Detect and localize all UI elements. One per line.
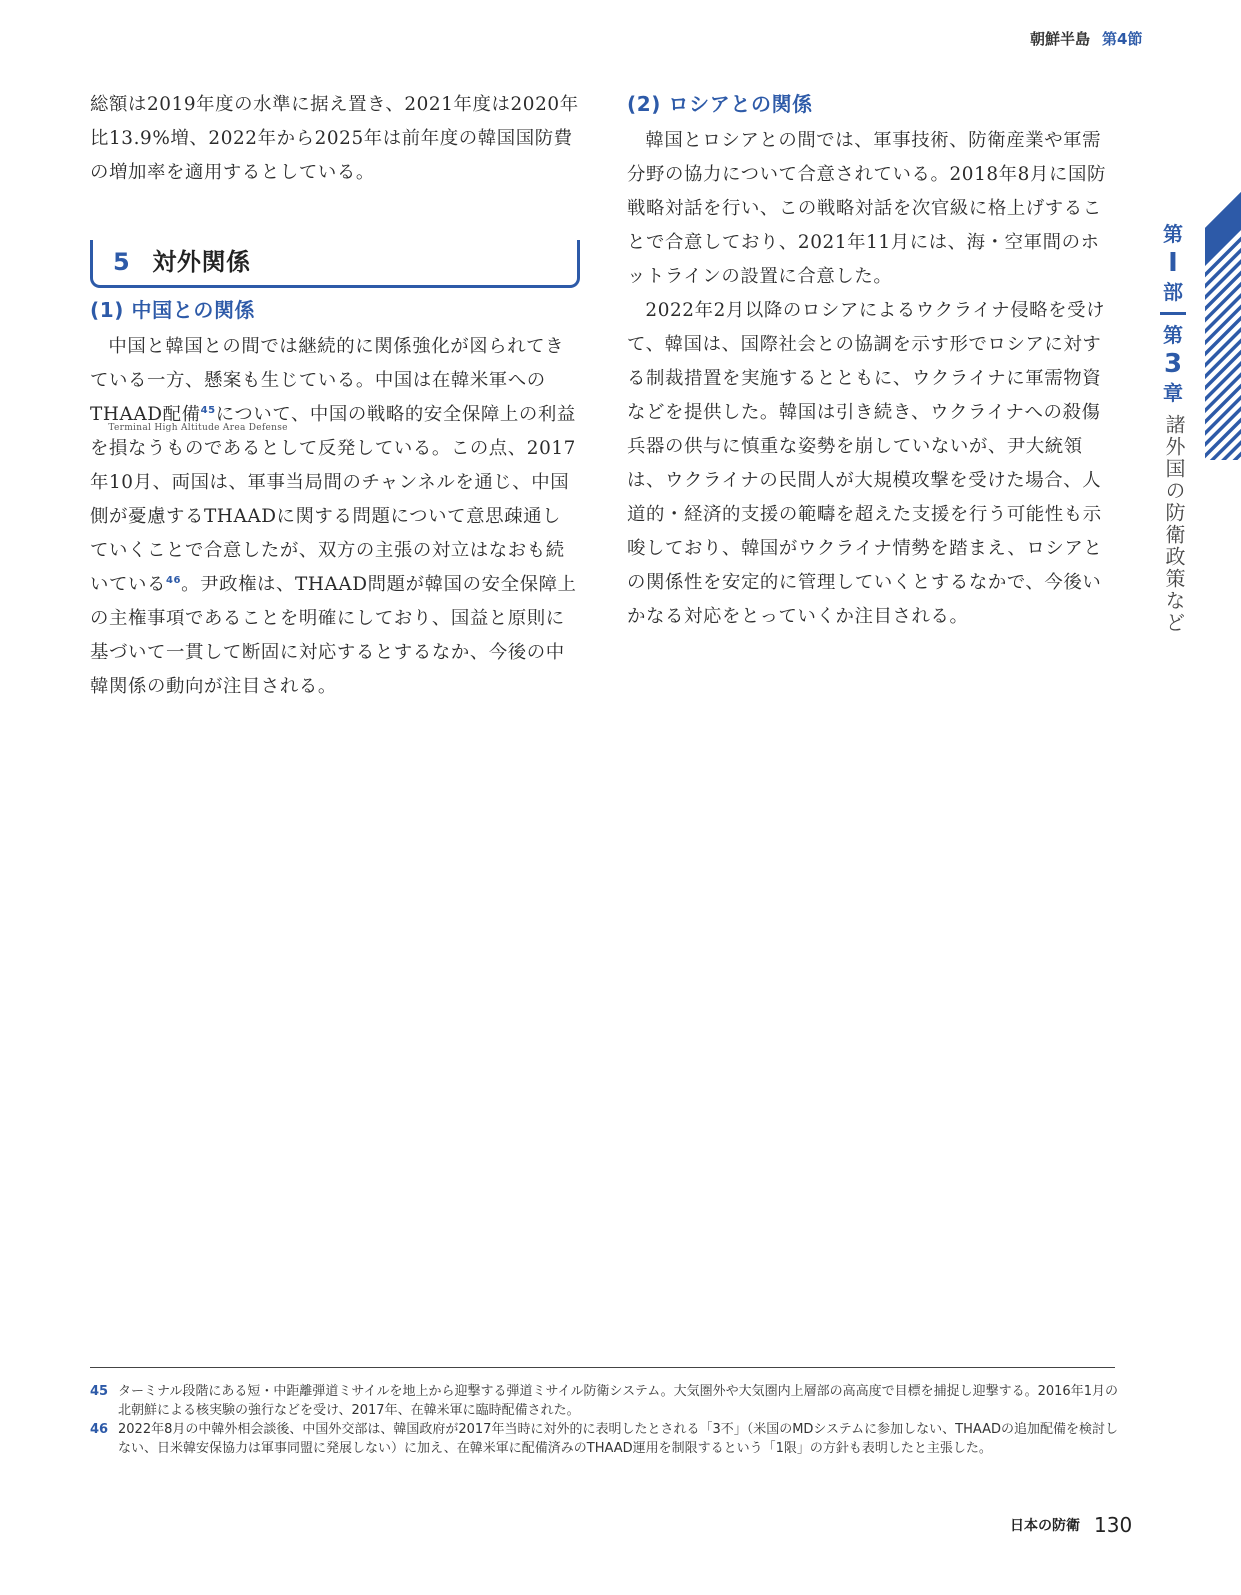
chapter-prefix: 第 bbox=[1163, 323, 1183, 347]
footnote-divider bbox=[90, 1367, 1115, 1368]
subsection-china-heading: (1) 中国との関係 bbox=[90, 298, 256, 322]
subsection-china-paragraph bbox=[90, 330, 580, 704]
china-text-c: 。尹政権は、THAAD問題が韓国の安全保障上の主権事項であることを明確にしており、国益と原則に基づいて一貫して断固に対応するとするなか、今後の中韓関係の動向が注目される。 bbox=[90, 574, 577, 697]
china-text-b: について、中国の戦略的安全保障上の利益を損なうものであるとして反発している。この点、2017年10月、両国は、軍事当局間のチャンネルを通じ、中国側が憂慮するTHAADに関する問題について意思疎通していくことで合意したが、双方の主張の対立はなおも続いている bbox=[90, 404, 576, 595]
chapter-numeral: 3 bbox=[1163, 349, 1183, 379]
right-column bbox=[627, 88, 1117, 634]
russia-paragraph-1: 韓国とロシアとの間では、軍事技術、防衛産業や軍需分野の協力について合意されている。2018年8月に国防戦略対話を行い、この戦略対話を次官級に格上げすることで合意しており、2021年11月には、海・空軍間のホットラインの設置に合意した。 bbox=[627, 130, 1106, 287]
footnote-number: 45 bbox=[90, 1384, 109, 1399]
footnotes bbox=[90, 1382, 1120, 1458]
section-title: 対外関係 bbox=[152, 248, 251, 276]
footnote-ref-46[interactable]: 46 bbox=[165, 574, 182, 586]
intro-paragraph: 総額は2019年度の水準に据え置き、2021年度は2020年比13.9%増、2022年から2025年は前年度の韓国国防費の増加率を適用するとしている。 bbox=[90, 94, 579, 183]
chapter-title-vertical: 諸外国の防衛政策など bbox=[1162, 414, 1186, 634]
footnote-item bbox=[90, 1420, 1120, 1458]
ruby-annotation: Terminal High Altitude Area Defense bbox=[108, 423, 288, 433]
footnote-text: ターミナル段階にある短・中距離弾道ミサイルを地上から迎撃する弾道ミサイル防衛システム。大気圏外や大気圏内上層部の高高度で目標を捕捉し迎撃する。2016年1月の北朝鮮による核実験の強行などを受け、2017年、在韓米軍に臨時配備された。 bbox=[118, 1384, 1118, 1418]
part-numeral: I bbox=[1168, 248, 1178, 278]
left-column bbox=[90, 88, 580, 704]
footnote-number: 46 bbox=[90, 1422, 109, 1437]
book-title: 日本の防衛 bbox=[1010, 1518, 1080, 1534]
footnote-text: 2022年8月の中韓外相会談後、中国外交部は、韓国政府が2017年当時に対外的に表明したとされる「3不」（米国のMDシステムに参加しない、THAADの追加配備を検討しない、日米韓安保協力は軍事同盟に発展しない）に加え、在韓米軍に配備済みのTHAAD運用を制限するという「1限」の方針も表明したと主張した。 bbox=[118, 1422, 1119, 1456]
section-heading bbox=[90, 240, 580, 288]
footnote-ref-45[interactable]: 45 bbox=[200, 404, 216, 416]
page-footer bbox=[1010, 1513, 1132, 1537]
page-number: 130 bbox=[1094, 1513, 1133, 1537]
chapter-suffix: 章 bbox=[1163, 381, 1183, 405]
part-prefix: 第 bbox=[1163, 222, 1183, 246]
running-head-chapter: 朝鮮半島 bbox=[1030, 30, 1091, 48]
subsection-russia-heading: (2) ロシアとの関係 bbox=[627, 92, 813, 116]
running-head-section: 第4節 bbox=[1102, 30, 1143, 48]
part-suffix: 部 bbox=[1163, 280, 1183, 304]
running-head bbox=[1030, 28, 1142, 49]
russia-paragraph-2: 2022年2月以降のロシアによるウクライナ侵略を受けて、韓国は、国際社会との協調を示す形でロシアに対する制裁措置を実施するとともに、ウクライナに軍需物資などを提供した。韓国は引き続き、ウクライナへの殺傷兵器の供与に慎重な姿勢を崩していないが、尹大統領は、ウクライナの民間人が大規模攻撃を受けた場合、人道的・経済的支援の範疇を超えた支援を行う可能性も示唆しており、韓国がウクライナ情勢を踏まえ、ロシアとの関係性を安定的に管理していくとするなかで、今後いかなる対応をとっていくか注目される。 bbox=[627, 300, 1106, 627]
side-tab-labels bbox=[1158, 220, 1188, 407]
side-tab-divider bbox=[1160, 312, 1186, 315]
footnote-item bbox=[90, 1382, 1120, 1420]
section-number: 5 bbox=[113, 248, 131, 276]
china-text-a: 中国と韓国との間では継続的に関係強化が図られてきている一方、懸案も生じている。中国は在韓米軍へのTHAAD配備 bbox=[90, 336, 565, 425]
